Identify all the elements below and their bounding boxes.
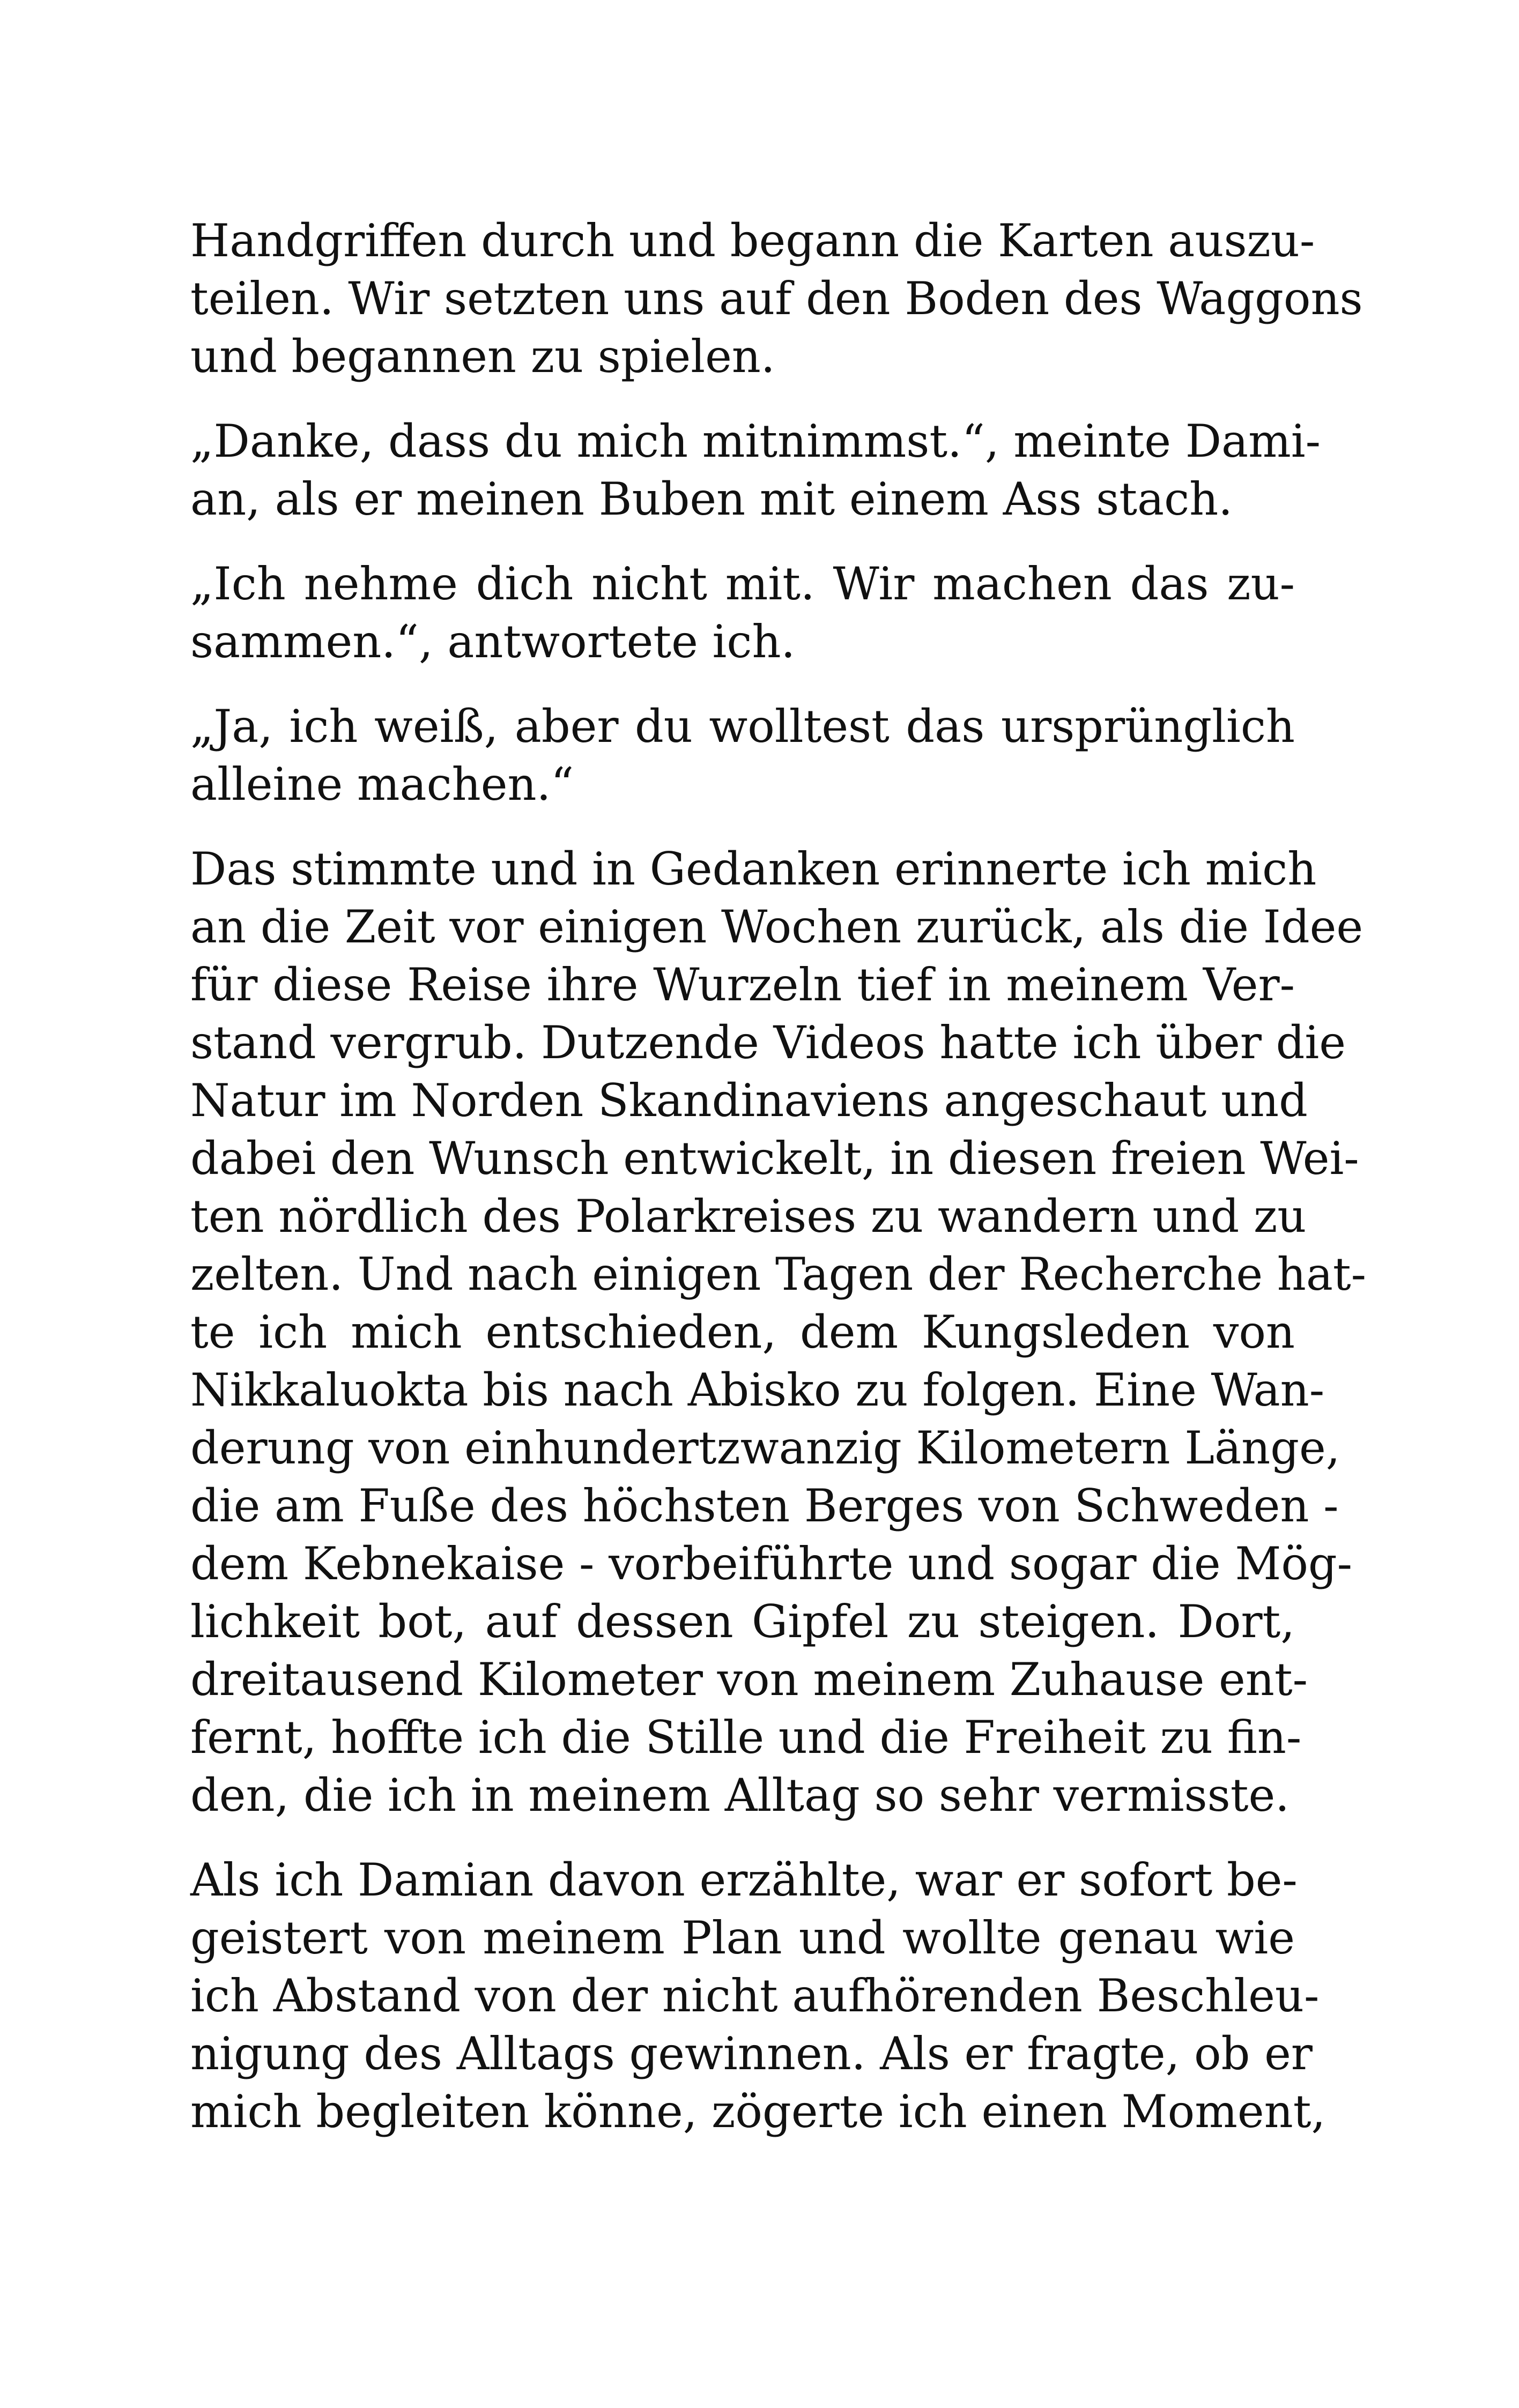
paragraph (190, 697, 1295, 813)
text-line: an die Zeit vor einigen Wochen zurück, als die Idee (190, 901, 1364, 953)
text-line: Nikkaluokta bis nach Abisko zu folgen. Eine Wan- (190, 1364, 1325, 1416)
text-line: den, die ich in meinem Alltag so sehr vermisste. (190, 1769, 1290, 1822)
paragraph (190, 412, 1321, 528)
text-line: zelten. Und nach einigen Tagen der Recherche hat- (190, 1248, 1367, 1300)
text-line: stand vergrub. Dutzende Videos hatte ich über die (190, 1016, 1346, 1069)
text-line: „Ja, ich weiß, aber du wolltest das ursprünglich (190, 700, 1295, 753)
text-line: sammen.“, antwortete ich. (190, 615, 796, 668)
text-line: und begannen zu spielen. (190, 330, 775, 383)
text-line: ich Abstand von der nicht aufhörenden Beschleu- (190, 1969, 1320, 2022)
text-line: für diese Reise ihre Wurzeln tief in meinem Ver- (190, 958, 1295, 1011)
body-text (190, 212, 1367, 2167)
text-line: lichkeit bot, auf dessen Gipfel zu steigen. Dort, (190, 1595, 1295, 1648)
text-line: „Danke, dass du mich mitnimmst.“, meinte Dami- (190, 415, 1321, 467)
text-line: alleine machen.“ (190, 758, 574, 811)
paragraph (190, 212, 1363, 385)
text-line: „Ich nehme dich nicht mit. Wir machen das zu- (190, 558, 1295, 610)
text-line: Als ich Damian davon erzählte, war er sofort be- (190, 1854, 1298, 1906)
text-line: fernt, hoffte ich die Stille und die Freiheit zu fin- (190, 1711, 1302, 1764)
paragraph (190, 1851, 1326, 2141)
text-line: an, als er meinen Buben mit einem Ass stach. (190, 473, 1233, 525)
text-line: Natur im Norden Skandinaviens angeschaut und (190, 1074, 1308, 1127)
text-line: Das stimmte und in Gedanken erinnerte ich mich (190, 843, 1317, 895)
paragraph (190, 840, 1367, 1824)
paragraph (190, 555, 1295, 671)
text-line: teilen. Wir setzten uns auf den Boden des Waggons (190, 272, 1363, 325)
text-line: dabei den Wunsch entwickelt, in diesen freien Wei- (190, 1132, 1359, 1185)
text-line: Handgriffen durch und begann die Karten auszu- (190, 214, 1315, 267)
text-line: die am Fuße des höchsten Berges von Schweden - (190, 1480, 1339, 1532)
text-line: ten nördlich des Polarkreises zu wandern und zu (190, 1190, 1307, 1243)
text-line: mich begleiten könne, zögerte ich einen Moment, (190, 2085, 1326, 2138)
text-line: dreitausend Kilometer von meinem Zuhause ent- (190, 1653, 1308, 1706)
text-line: te ich mich entschieden, dem Kungsleden von (190, 1306, 1295, 1358)
text-line: dem Kebnekaise - vorbeiführte und sogar die Mög- (190, 1537, 1353, 1590)
text-line: derung von einhundertzwanzig Kilometern Länge, (190, 1422, 1340, 1474)
text-line: geistert von meinem Plan und wollte genau wie (190, 1912, 1295, 1964)
text-line: nigung des Alltags gewinnen. Als er fragte, ob er (190, 2027, 1313, 2080)
